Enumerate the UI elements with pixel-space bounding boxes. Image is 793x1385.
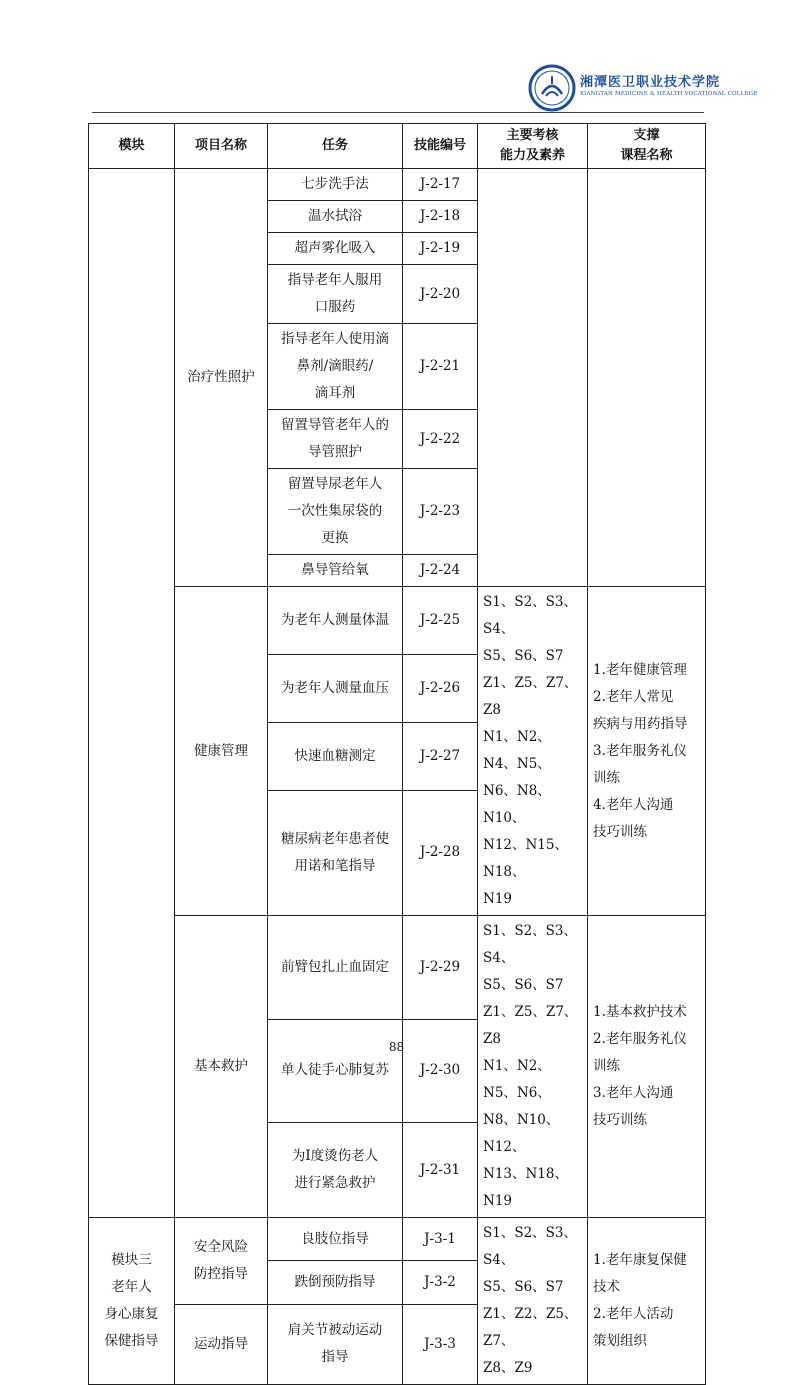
project-cell: 治疗性照护 <box>175 169 268 587</box>
code-cell: J-2-21 <box>403 324 478 410</box>
ability-cell: S1、S2、S3、S4、 S5、S6、S7 Z1、Z5、Z7、Z8 N1、N2、N5、N6、 N8、N10、N12、 N13、N18、N19 <box>478 916 588 1218</box>
table-row <box>89 587 706 655</box>
code-cell: J-2-31 <box>403 1123 478 1218</box>
course-cell: 1.基本救护技术 2.老年服务礼仪 训练 3.老年人沟通 技巧训练 <box>588 916 706 1218</box>
school-logo-icon <box>528 64 576 112</box>
code-cell: J-2-27 <box>403 722 478 790</box>
code-cell: J-2-29 <box>403 916 478 1020</box>
code-cell: J-2-22 <box>403 410 478 469</box>
task-cell: 温水拭浴 <box>268 201 403 233</box>
task-cell: 留置导尿老年人 一次性集尿袋的 更换 <box>268 469 403 555</box>
header-project: 项目名称 <box>175 124 268 169</box>
header-task: 任务 <box>268 124 403 169</box>
code-cell: J-2-30 <box>403 1019 478 1123</box>
table-row <box>89 169 706 201</box>
header-course: 支撑 课程名称 <box>588 124 706 169</box>
task-cell: 指导老年人使用滴 鼻剂/滴眼药/ 滴耳剂 <box>268 324 403 410</box>
task-cell: 跌倒预防指导 <box>268 1261 403 1304</box>
project-cell: 健康管理 <box>175 587 268 916</box>
code-cell: J-3-3 <box>403 1304 478 1384</box>
task-cell: 肩关节被动运动 指导 <box>268 1304 403 1384</box>
table-row <box>89 916 706 1020</box>
code-cell: J-3-1 <box>403 1218 478 1261</box>
task-cell: 超声雾化吸入 <box>268 233 403 265</box>
header-code: 技能编号 <box>403 124 478 169</box>
code-cell: J-2-20 <box>403 265 478 324</box>
task-cell: 为Ⅰ度烫伤老人 进行紧急救护 <box>268 1123 403 1218</box>
task-cell: 快速血糖测定 <box>268 722 403 790</box>
module-cell: 模块三 老年人 身心康复 保健指导 <box>89 1218 175 1385</box>
code-cell: J-2-28 <box>403 790 478 915</box>
skills-table <box>88 123 706 1385</box>
task-cell: 鼻导管给氧 <box>268 555 403 587</box>
header-module: 模块 <box>89 124 175 169</box>
module-cell-empty <box>89 169 175 1218</box>
code-cell: J-2-18 <box>403 201 478 233</box>
task-cell: 为老年人测量体温 <box>268 587 403 655</box>
project-cell: 安全风险 防控指导 <box>175 1218 268 1305</box>
code-cell: J-2-24 <box>403 555 478 587</box>
code-cell: J-3-2 <box>403 1261 478 1304</box>
course-cell: 1.老年康复保健 技术 2.老年人活动 策划组织 <box>588 1218 706 1385</box>
header-divider <box>92 112 704 113</box>
course-cell: 1.老年健康管理 2.老年人常见 疾病与用药指导 3.老年服务礼仪 训练 4.老年人沟通 技巧训练 <box>588 587 706 916</box>
page-number: 88 <box>388 1040 405 1054</box>
task-cell: 单人徒手心肺复苏 <box>268 1019 403 1123</box>
task-cell: 糖尿病老年患者使 用诺和笔指导 <box>268 790 403 915</box>
table-header-row <box>89 124 706 169</box>
task-cell: 前臂包扎止血固定 <box>268 916 403 1020</box>
table-row <box>89 1218 706 1261</box>
ability-cell: S1、S2、S3、S4、 S5、S6、S7 Z1、Z5、Z7、Z8 N1、N2、N4、N5、 N6、N8、N10、 N12、N15、N18、 N19 <box>478 587 588 916</box>
code-cell: J-2-23 <box>403 469 478 555</box>
code-cell: J-2-17 <box>403 169 478 201</box>
task-cell: 七步洗手法 <box>268 169 403 201</box>
task-cell: 为老年人测量血压 <box>268 654 403 722</box>
ability-cell-empty <box>478 169 588 587</box>
code-cell: J-2-19 <box>403 233 478 265</box>
school-name-en: XIANGTAN MEDICINE & HEALTH VOCATIONAL COLLEGE <box>580 91 758 97</box>
ability-cell: S1、S2、S3、S4、 S5、S6、S7 Z1、Z2、Z5、Z7、 Z8、Z9 <box>478 1218 588 1385</box>
school-name: 湘潭医卫职业技术学院 <box>580 75 721 90</box>
task-cell: 指导老年人服用 口服药 <box>268 265 403 324</box>
project-cell: 运动指导 <box>175 1304 268 1384</box>
project-cell: 基本救护 <box>175 916 268 1218</box>
course-cell-empty <box>588 169 706 587</box>
school-logo <box>528 64 758 114</box>
task-cell: 良肢位指导 <box>268 1218 403 1261</box>
code-cell: J-2-25 <box>403 587 478 655</box>
code-cell: J-2-26 <box>403 654 478 722</box>
task-cell: 留置导管老年人的 导管照护 <box>268 410 403 469</box>
header-ability: 主要考核 能力及素养 <box>478 124 588 169</box>
